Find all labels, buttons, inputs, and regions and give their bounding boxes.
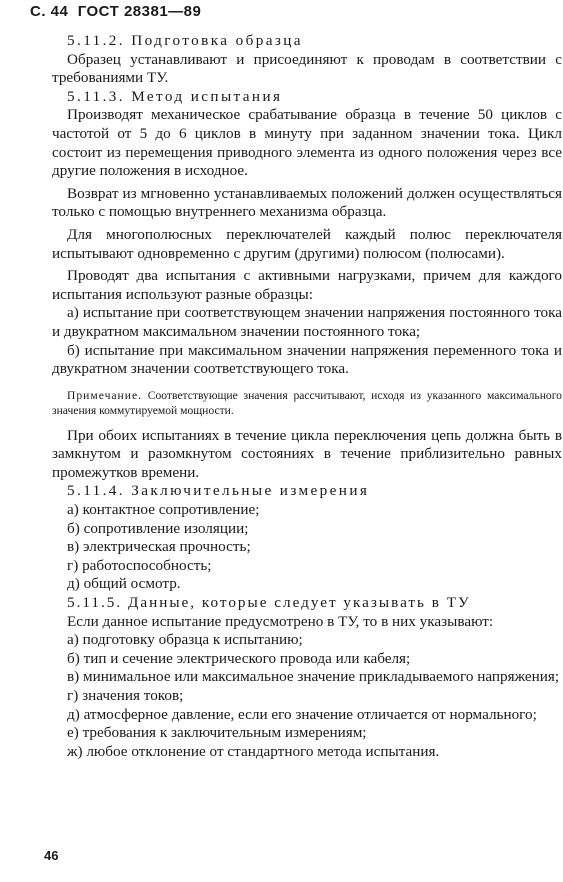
note-text: Соответствующие значения рассчитывают, исходя из указанного максимального значения коммутируемой мощности. bbox=[52, 388, 562, 417]
list-item: а) контактное сопротивление; bbox=[67, 501, 260, 519]
section-heading-preparation: 5.11.2. Подготовка образца bbox=[67, 32, 303, 49]
section-heading-method: 5.11.3. Метод испытания bbox=[67, 87, 283, 105]
section-heading-spec-data: 5.11.5. Данные, которые следует указывать в ТУ bbox=[67, 594, 471, 612]
list-item: б) тип и сечение электрического провода или кабеля; bbox=[67, 649, 411, 667]
paragraph: При обоих испытаниях в течение цикла переключения цепь должна быть в замкнутом и разомкнутом состояниях в течение приблизительно равных промежутков времени. bbox=[52, 426, 562, 481]
paragraph: Образец устанавливают и присоединяют к проводам в соответствии с требованиями ТУ. bbox=[52, 50, 562, 87]
list-item: д) общий осмотр. bbox=[67, 575, 181, 593]
paragraph: Производят механическое срабатывание образца в течение 50 циклов с частотой от 5 до 6 циклов в минуту при заданном значении тока. Цикл состоит из перемещения приводного элемента из одного положения через все другие положения в исходное. bbox=[52, 106, 562, 180]
list-item: ж) любое отклонение от стандартного метода испытания. bbox=[67, 742, 440, 760]
list-item: г) работоспособность; bbox=[67, 556, 212, 574]
final-measurements-list bbox=[52, 501, 562, 594]
list-item: а) подготовку образца к испытанию; bbox=[67, 631, 303, 649]
document-body bbox=[52, 32, 562, 761]
list-item: г) значения токов; bbox=[67, 687, 184, 704]
list-item: б) сопротивление изоляции; bbox=[67, 519, 249, 537]
section-heading-final-measurements: 5.11.4. Заключительные измерения bbox=[67, 482, 370, 500]
list-item: е) требования к заключительным измерениям; bbox=[67, 724, 367, 742]
page-reference: С. 44 bbox=[30, 3, 69, 20]
paragraph: Проводят два испытания с активными нагрузками, причем для каждого испытания используют разные образцы: bbox=[52, 267, 562, 303]
note bbox=[52, 388, 562, 418]
paragraph: Для многополюсных переключателей каждый полюс переключателя испытывают одновременно с другим (другими) полюсом (полюсами). bbox=[52, 225, 562, 262]
page-header bbox=[30, 3, 201, 20]
page-number: 46 bbox=[44, 848, 59, 863]
list-item: в) минимальное или максимальное значение прикладываемого напряжения; bbox=[67, 668, 560, 686]
gost-designation: ГОСТ 28381—89 bbox=[77, 3, 202, 20]
list-item: а) испытание при соответствующем значении напряжения постоянного тока и двукратном максимальном значении постоянного тока; bbox=[52, 304, 562, 340]
paragraph: Возврат из мгновенно устанавливаемых положений должен осуществляться только с помощью внутреннего механизма образца. bbox=[52, 184, 562, 221]
list-item: б) испытание при максимальном значении напряжения переменного тока и двукратном значении соответствующего тока. bbox=[52, 341, 562, 378]
list-item: в) электрическая прочность; bbox=[67, 538, 251, 556]
list-item: д) атмосферное давление, если его значение отличается от нормального; bbox=[67, 705, 537, 723]
paragraph: Если данное испытание предусмотрено в ТУ, то в них указывают: bbox=[67, 612, 494, 630]
spec-data-list bbox=[52, 631, 562, 761]
note-label: Примечание. bbox=[67, 388, 142, 402]
